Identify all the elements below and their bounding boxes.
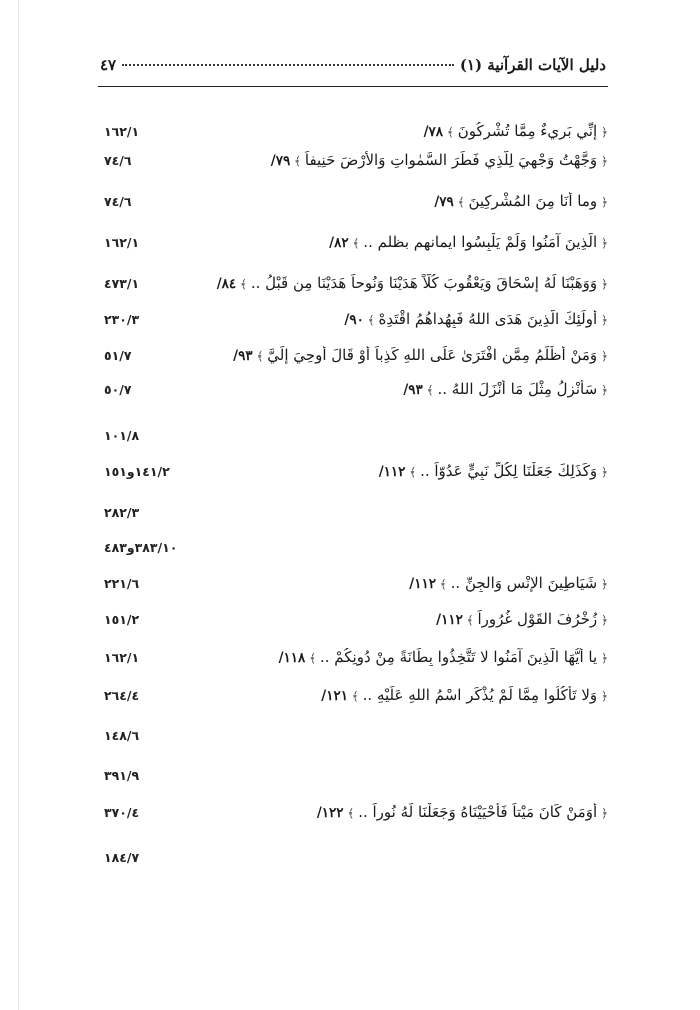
open-bracket-ornament-icon: ﴿ — [597, 383, 608, 397]
verse-text: زُخْرُفَ القَوْلِ غُرُوراً — [477, 610, 598, 628]
volume-page-reference: ٧٤/٦ — [104, 152, 132, 168]
verse-number: ٩٣/ — [233, 348, 253, 364]
verse-number: ٨٤/ — [216, 276, 237, 292]
verse-cell — [212, 233, 608, 251]
verse-cell — [212, 574, 608, 592]
open-bracket-ornament-icon: ﴿ — [597, 465, 608, 479]
verse-text: وَوَهَبْنَا لَهُ إِسْحَاقَ وَيَعْقُوبَ كُلّاً هَدَيْنَا وَنُوحاً هَدَيْنَا مِن قَبْلُ .. — [250, 274, 598, 292]
close-bracket-ornament-icon: ﴾ — [347, 689, 363, 703]
verse-number: ٩٣/ — [403, 382, 423, 398]
verse-cell — [212, 274, 608, 292]
volume-page-reference: ٧٤/٦ — [104, 193, 132, 209]
header-leader-dots — [122, 63, 454, 66]
volume-page-reference: ١٥١/٢ — [104, 611, 140, 627]
index-row — [104, 604, 608, 634]
volume-page-reference: ٢٣٠/٣ — [104, 311, 140, 327]
close-bracket-ornament-icon: ﴾ — [290, 154, 305, 168]
volume-page-reference: ١٦٢/١ — [104, 123, 140, 139]
verse-number: ٧٩/ — [270, 153, 291, 169]
volume-page-reference: ١٤٨/٦ — [104, 727, 140, 743]
verse-cell — [212, 346, 608, 364]
open-bracket-ornament-icon: ﴿ — [597, 277, 608, 291]
verse-number: ١١٢/ — [378, 464, 406, 480]
verse-number: ١١٢/ — [436, 612, 463, 628]
page-number: ٤٧ — [100, 56, 117, 74]
verse-cell — [212, 648, 608, 666]
volume-page-reference: ١٦٢/١ — [104, 649, 140, 665]
close-bracket-ornament-icon: ﴾ — [252, 349, 268, 363]
index-row — [104, 842, 608, 872]
open-bracket-ornament-icon: ﴿ — [597, 651, 608, 665]
open-bracket-ornament-icon: ﴿ — [597, 689, 608, 703]
index-row — [104, 568, 608, 598]
volume-page-reference: ١٤١/٢و١٥١ — [104, 463, 170, 479]
close-bracket-ornament-icon: ﴾ — [305, 651, 320, 665]
close-bracket-ornament-icon: ﴾ — [363, 313, 379, 327]
close-bracket-ornament-icon: ﴾ — [462, 613, 478, 627]
verse-number: ٨٢/ — [329, 235, 349, 251]
page-binding-shadow — [18, 0, 19, 1010]
verse-cell — [212, 310, 608, 328]
index-row — [104, 145, 608, 175]
volume-page-reference: ٣٨٣/١٠و٤٨٣ — [104, 539, 178, 555]
open-bracket-ornament-icon: ﴿ — [597, 195, 608, 209]
close-bracket-ornament-icon: ﴾ — [443, 125, 458, 139]
open-bracket-ornament-icon: ﴿ — [597, 236, 608, 250]
index-row — [104, 227, 608, 257]
index-row — [104, 797, 608, 827]
verse-text: شَيَاطِينَ الإِنْسِ وَالجِنِّ .. — [450, 574, 598, 592]
index-row — [104, 680, 608, 710]
close-bracket-ornament-icon: ﴾ — [422, 383, 438, 397]
header-rule — [98, 86, 608, 87]
open-bracket-ornament-icon: ﴿ — [597, 806, 608, 820]
volume-page-reference: ٣٧٠/٤ — [104, 804, 140, 820]
verse-text: يا أَيُّهَا الَّذِينَ آمَنُوا لا تَتَّخِذُوا بِطَانَةً مِنْ دُونِكُمْ .. — [319, 648, 598, 666]
verse-cell — [212, 151, 608, 169]
verse-text: وَلا تَأْكُلُوا مِمَّا لَمْ يُذْكَرِ اسْمُ اللهِ عَلَيْهِ .. — [362, 686, 598, 704]
verse-cell — [212, 462, 608, 480]
verse-number: ١٢٢/ — [316, 805, 344, 821]
volume-page-reference: ٢٨٢/٣ — [104, 504, 140, 520]
verse-cell — [212, 380, 608, 398]
close-bracket-ornament-icon: ﴾ — [453, 195, 469, 209]
verse-cell — [212, 192, 608, 210]
close-bracket-ornament-icon: ﴾ — [343, 806, 359, 820]
verse-cell — [212, 686, 608, 704]
close-bracket-ornament-icon: ﴾ — [435, 577, 451, 591]
open-bracket-ornament-icon: ﴿ — [597, 154, 608, 168]
verse-text: سَأُنْزِلُ مِثْلَ مَا أَنْزَلَ اللهُ .. — [437, 380, 598, 398]
index-row — [104, 456, 608, 486]
verse-text: وَجَّهْتُ وَجْهِيَ لِلَّذِي فَطَرَ السَّمٰواتِ وَالأَرْضَ حَنِيفاً — [304, 151, 598, 169]
index-row — [104, 374, 608, 404]
index-row — [104, 186, 608, 216]
open-bracket-ornament-icon: ﴿ — [597, 125, 608, 139]
index-row — [104, 720, 608, 750]
index-row — [104, 304, 608, 334]
running-header — [100, 56, 606, 82]
verse-text: أُولَئِكَ الَّذِينَ هَدَى اللهُ فَبِهُداهُمُ اقْتَدِهْ — [378, 310, 598, 328]
close-bracket-ornament-icon: ﴾ — [405, 465, 421, 479]
verse-cell — [212, 610, 608, 628]
verse-cell — [212, 122, 608, 140]
verse-text: الَّذِينَ آمَنُوا وَلَمْ يَلْبِسُوا ايمانهم بظلم .. — [363, 233, 598, 251]
volume-page-reference: ٢٢١/٦ — [104, 575, 140, 591]
open-bracket-ornament-icon: ﴿ — [597, 313, 608, 327]
volume-page-reference: ١٨٤/٧ — [104, 849, 140, 865]
open-bracket-ornament-icon: ﴿ — [597, 349, 608, 363]
verse-text: إِنِّي بَرِيءٌ مِمَّا تُشْرِكُونَ — [457, 122, 598, 140]
volume-page-reference: ٢٦٤/٤ — [104, 687, 140, 703]
volume-page-reference: ١٦٢/١ — [104, 234, 140, 250]
index-row — [104, 760, 608, 790]
verse-text: أَوَمَنْ كَانَ مَيْتاً فَأَحْيَيْنَاهُ وَجَعَلْنَا لَهُ نُوراً .. — [358, 803, 598, 821]
verse-text: وما أَنَا مِنَ المُشْرِكِينَ — [468, 192, 598, 210]
header-title: دليل الآيات القرآنية (١) — [459, 56, 606, 74]
verse-text: وَكَذَلِكَ جَعَلْنَا لِكُلِّ نَبِيٍّ عَدُوّاً .. — [420, 462, 598, 480]
volume-page-reference: ٣٩١/٩ — [104, 767, 140, 783]
index-row — [104, 420, 608, 450]
volume-page-reference: ٤٧٣/١ — [104, 275, 140, 291]
verse-number: ١١٨/ — [278, 650, 306, 666]
index-row — [104, 497, 608, 527]
volume-page-reference: ٥٠/٧ — [104, 381, 132, 397]
verse-number: ٩٠/ — [344, 312, 364, 328]
index-row — [104, 340, 608, 370]
verse-number: ١٢١/ — [321, 688, 348, 704]
verse-number: ٧٨/ — [423, 124, 444, 140]
index-row — [104, 642, 608, 672]
verse-cell — [212, 803, 608, 821]
verse-number: ٧٩/ — [434, 194, 454, 210]
close-bracket-ornament-icon: ﴾ — [348, 236, 364, 250]
verse-text: وَمَنْ أَظْلَمُ مِمَّنِ افْتَرَىٰ عَلَى اللهِ كَذِباً أَوْ قَالَ أُوحِيَ إِلَيَّ — [267, 346, 598, 364]
close-bracket-ornament-icon: ﴾ — [236, 277, 251, 291]
volume-page-reference: ٥١/٧ — [104, 347, 132, 363]
open-bracket-ornament-icon: ﴿ — [597, 613, 608, 627]
index-row — [104, 532, 608, 562]
index-row — [104, 116, 608, 146]
verse-number: ١١٢/ — [409, 576, 436, 592]
index-row — [104, 268, 608, 298]
open-bracket-ornament-icon: ﴿ — [597, 577, 608, 591]
volume-page-reference: ١٠١/٨ — [104, 427, 140, 443]
